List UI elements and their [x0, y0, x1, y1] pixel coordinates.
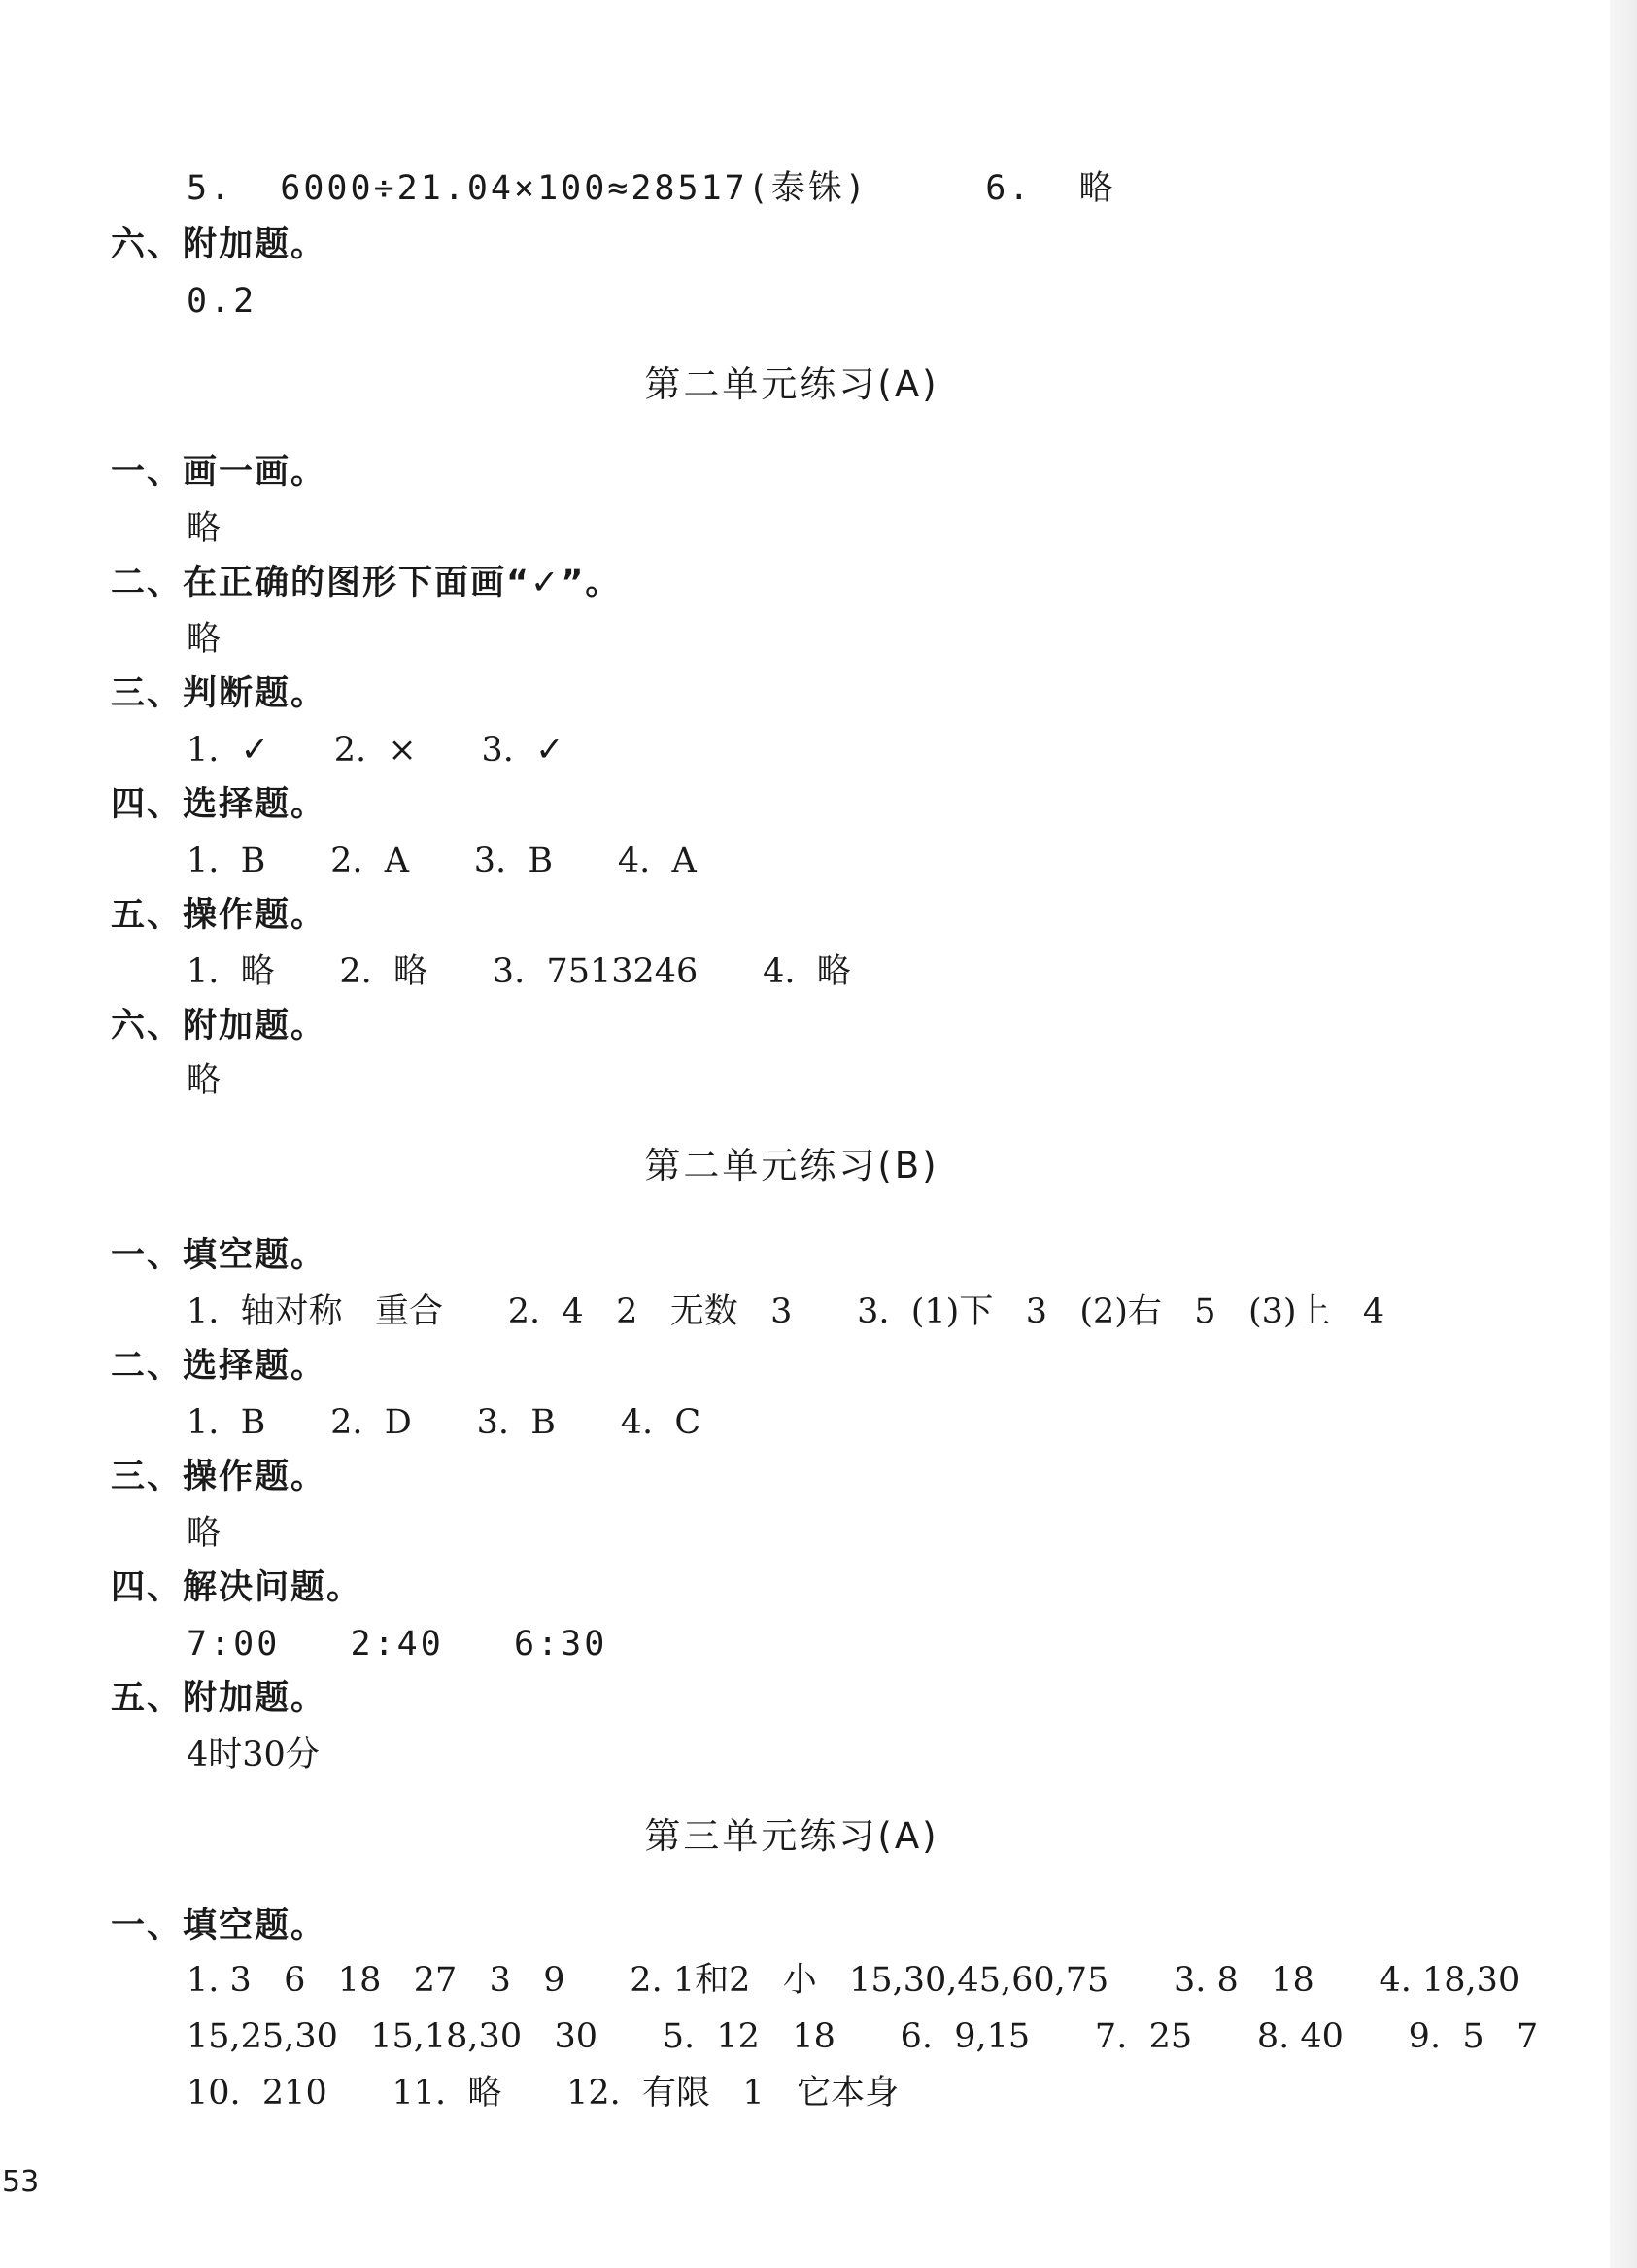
- unit-title: 第三单元练习(A): [644, 1815, 939, 1857]
- answer-line: 4时30分: [187, 1735, 320, 1774]
- section-heading: 五、附加题。: [111, 1679, 327, 1718]
- section-heading: 六、附加题。: [111, 225, 327, 264]
- answer-line: 1. 轴对称 重合 2. 4 2 无数 3 3. (1)下 3 (2)右 5 (3)上 4: [187, 1292, 1385, 1331]
- section-heading: 一、填空题。: [111, 1236, 327, 1275]
- answer-line: 10. 210 11. 略 12. 有限 1 它本身: [187, 2074, 900, 2113]
- answer-line: 15,25,30 15,18,30 30 5. 12 18 6. 9,15 7. 25 8. 40 9. 5 7: [187, 2017, 1539, 2056]
- section-heading: 三、操作题。: [111, 1458, 327, 1496]
- section-heading: 一、填空题。: [111, 1907, 327, 1945]
- answer-line: 略: [187, 620, 222, 659]
- section-heading: 二、在正确的图形下面画“✓”。: [111, 564, 622, 602]
- answer-line: 1. B 2. D 3. B 4. C: [187, 1403, 701, 1442]
- section-heading: 一、画一画。: [111, 453, 327, 492]
- answer-line: 0.2: [187, 282, 257, 321]
- section-heading: 四、选择题。: [111, 785, 327, 824]
- answer-line: 略: [187, 1061, 222, 1100]
- answer-line: 5. 6000÷21.04×100≈28517(泰铢) 6. 略: [187, 169, 1116, 208]
- answer-line: 1. B 2. A 3. B 4. A: [187, 842, 697, 880]
- answer-line: 略: [187, 1514, 222, 1553]
- section-heading: 二、选择题。: [111, 1347, 327, 1386]
- answer-line: 1. ✓ 2. × 3. ✓: [187, 731, 564, 770]
- section-heading: 四、解决问题。: [111, 1568, 363, 1607]
- section-heading: 三、判断题。: [111, 674, 327, 713]
- answer-line: 7:00 2:40 6:30: [187, 1625, 608, 1664]
- answer-line: 略: [187, 509, 222, 548]
- section-heading: 五、操作题。: [111, 896, 327, 935]
- section-heading: 六、附加题。: [111, 1007, 327, 1046]
- page-number: 53: [2, 2165, 40, 2199]
- unit-title: 第二单元练习(B): [644, 1145, 939, 1186]
- answer-line: 1. 略 2. 略 3. 7513246 4. 略: [187, 952, 851, 991]
- page-edge-shadow: [1610, 0, 1637, 2268]
- answer-line: 1. 3 6 18 27 3 9 2. 1和2 小 15,30,45,60,75 3. 8 18 4. 18,30: [187, 1961, 1520, 2000]
- unit-title: 第二单元练习(A): [644, 363, 939, 405]
